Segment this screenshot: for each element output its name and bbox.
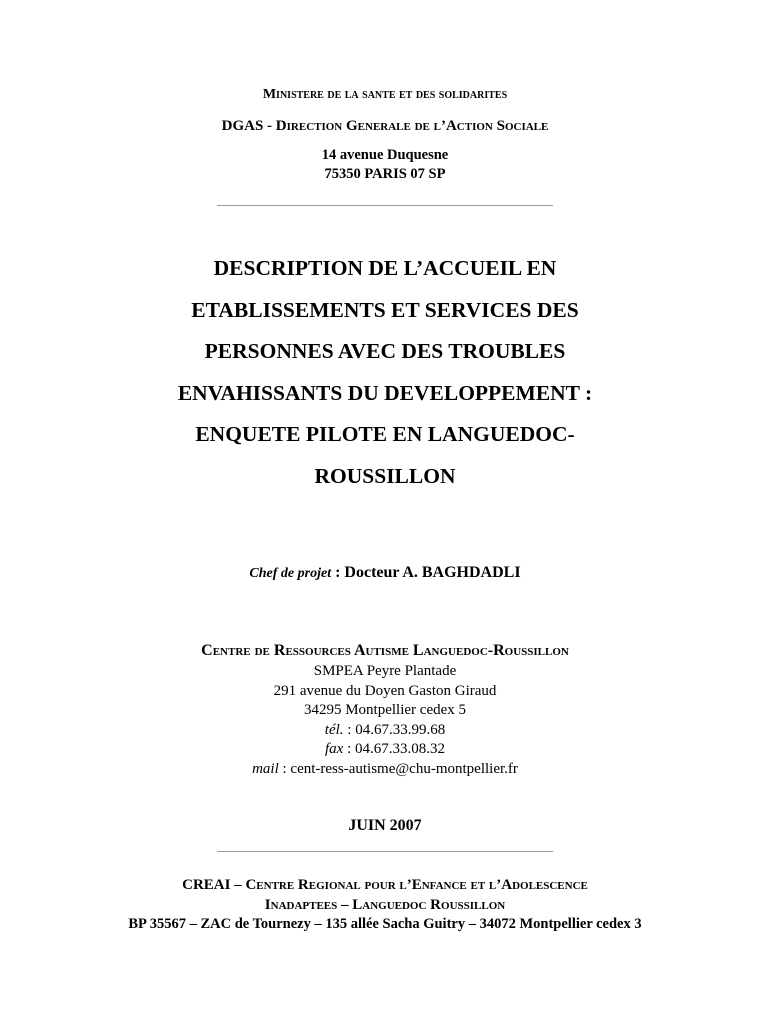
- project-lead: [0, 563, 770, 584]
- mail-address: : cent-ress-autisme@chu-montpellier.fr: [278, 760, 518, 777]
- creai-name-line1: [0, 876, 770, 895]
- title-line: ENVAHISSANTS DU DEVELOPPEMENT :: [177, 380, 593, 405]
- cra-tel: [0, 721, 770, 741]
- dgas-name: Direction Generale de l’Action Sociale: [275, 118, 549, 134]
- document-title: [100, 248, 670, 497]
- cra-street: 291 avenue du Doyen Gaston Giraud: [273, 682, 497, 699]
- dgas-heading: [0, 116, 770, 136]
- document-date: JUIN 2007: [348, 817, 422, 834]
- separator-rule-bottom: [217, 851, 553, 852]
- project-lead-label: Chef de projet: [249, 566, 332, 581]
- project-lead-name: Docteur A. BAGHDADLI: [344, 564, 521, 581]
- ministry-address-city: 75350 PARIS 07 SP: [324, 166, 446, 182]
- title-line: ROUSSILLON: [314, 463, 456, 488]
- fax-label: fax: [325, 741, 344, 758]
- project-lead-separator: :: [331, 564, 345, 581]
- cra-contact-block: [0, 662, 770, 780]
- cra-unit: SMPEA Peyre Plantade: [313, 663, 457, 679]
- cra-city: 34295 Montpellier cedex 5: [303, 702, 467, 719]
- cra-name: Centre de Ressources Autisme Languedoc-Roussillon: [201, 642, 569, 659]
- title-line: ENQUETE PILOTE EN LANGUEDOC-: [195, 422, 575, 446]
- creai-acronym: CREAI –: [182, 877, 246, 893]
- title-line: PERSONNES AVEC DES TROUBLES: [204, 339, 566, 363]
- title-line: ETABLISSEMENTS ET SERVICES DES: [191, 297, 579, 322]
- mail-label: mail: [252, 760, 279, 777]
- creai-name-line2: Inadaptees – Languedoc Roussillon: [264, 897, 506, 913]
- ministry-name: Ministere de la sante et des solidarites: [262, 87, 508, 102]
- cra-mail: [0, 760, 770, 780]
- ministry-address-street: 14 avenue Duquesne: [321, 147, 449, 163]
- separator-rule-top: [217, 205, 553, 206]
- fax-number: : 04.67.33.08.32: [343, 741, 445, 758]
- title-line: DESCRIPTION DE L’ACCUEIL EN: [213, 256, 557, 280]
- tel-number: : 04.67.33.99.68: [343, 721, 446, 738]
- cra-fax: [0, 740, 770, 760]
- tel-label: tél.: [324, 721, 344, 738]
- dgas-prefix: DGAS -: [221, 118, 276, 134]
- creai-address: BP 35567 – ZAC de Tournezy – 135 allée Sacha Guitry – 34072 Montpellier cedex 3: [128, 916, 642, 932]
- creai-name-part1: Centre Regional pour l’Enfance et l’Adolescence: [245, 877, 588, 893]
